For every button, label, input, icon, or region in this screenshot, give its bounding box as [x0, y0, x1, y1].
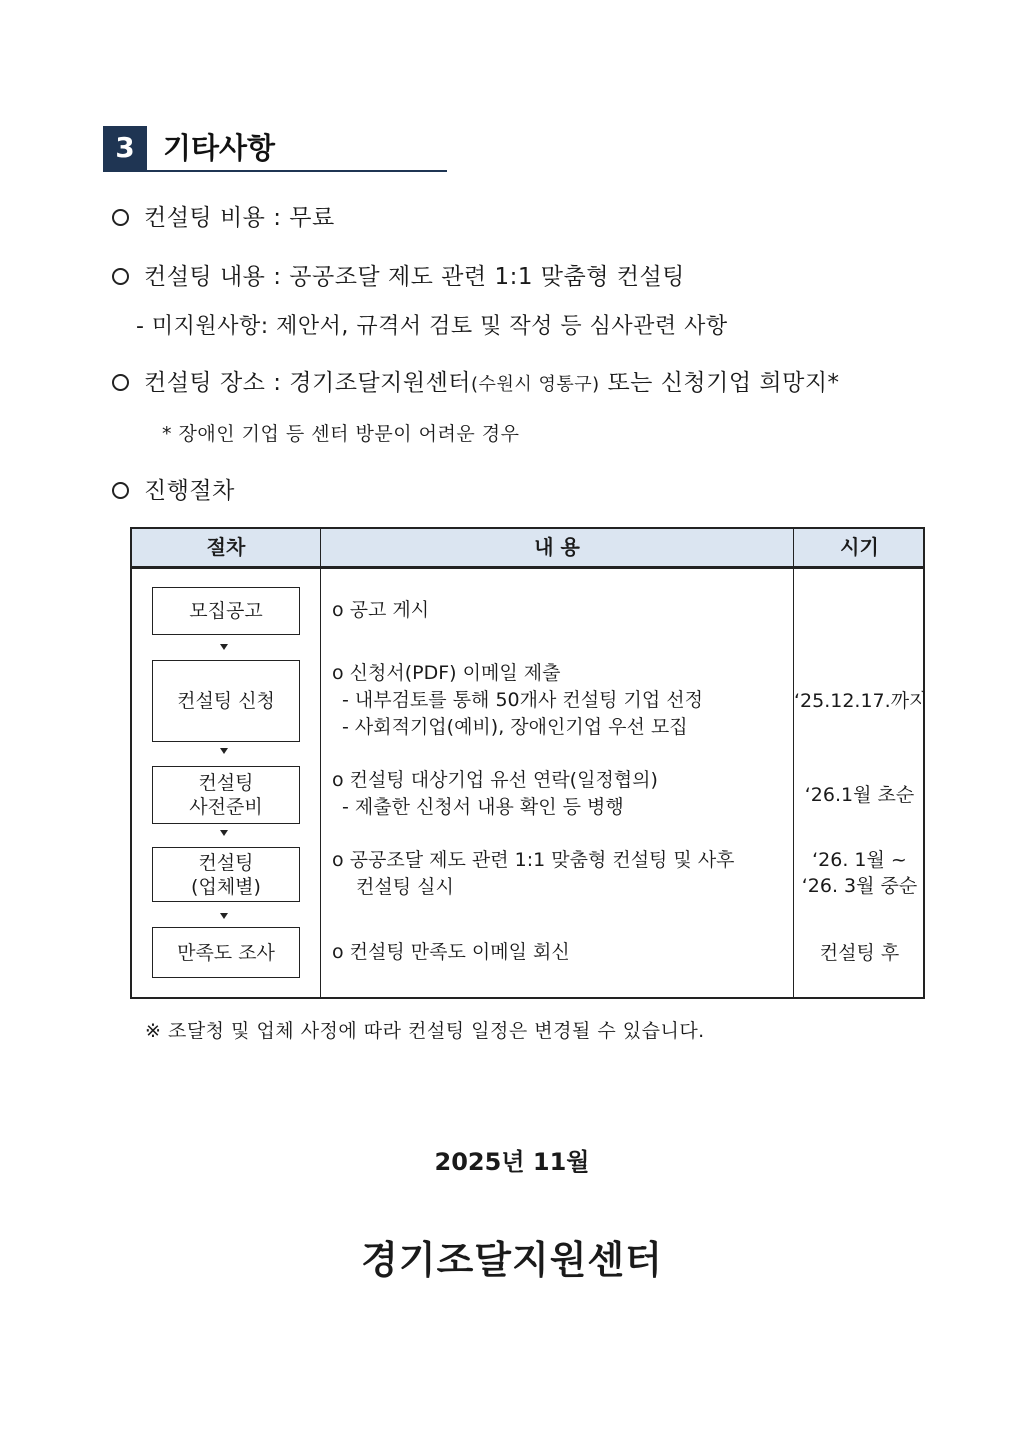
section-title: 기타사항 — [163, 131, 276, 165]
circle-bullet-icon — [112, 209, 129, 226]
step-box-recruit: 모집공고 — [152, 587, 300, 635]
cost-text: 컨설팅 비용 : 무료 — [144, 205, 335, 231]
step-timing: ‘25.12.17.까지 — [794, 690, 928, 712]
place-tail-text: 또는 신청기업 희망지* — [599, 370, 840, 396]
step-timing: ‘26.1월 초순 — [804, 784, 915, 806]
column-divider — [320, 529, 321, 997]
step-box-apply: 컨설팅 신청 — [152, 660, 300, 742]
step-content: o 공공조달 제도 관련 1:1 맞춤형 컨설팅 및 사후 컨설팅 실시 — [332, 849, 735, 898]
down-arrow-icon — [220, 830, 228, 836]
circle-bullet-icon — [112, 374, 129, 391]
step-box-survey: 만족도 조사 — [152, 927, 300, 978]
bullet-procedure — [112, 476, 235, 506]
step-content: o 컨설팅 대상기업 유선 연락(일정협의) - 제출한 신청서 내용 확인 등 병행 — [332, 769, 658, 818]
footnote: ※ 조달청 및 업체 사정에 따라 컨설팅 일정은 변경될 수 있습니다. — [145, 1020, 705, 1042]
header-rule — [132, 566, 923, 569]
column-divider — [793, 529, 794, 997]
table-header-row — [132, 529, 923, 566]
step-content: o 공고 게시 — [332, 599, 430, 621]
section-underline — [103, 170, 447, 172]
document-date: 2025년 11월 — [434, 1148, 590, 1176]
bullet-content — [112, 262, 685, 292]
step-box-consulting: 컨설팅 (업체별) — [152, 847, 300, 902]
step-content: o 신청서(PDF) 이메일 제출 - 내부검토를 통해 50개사 컨설팅 기업 선정 - 사회적기업(예비), 장애인기업 우선 모집 — [332, 662, 703, 738]
down-arrow-icon — [220, 913, 228, 919]
bullet-cost — [112, 203, 335, 233]
header-timing: 시기 — [840, 535, 879, 559]
down-arrow-icon — [220, 748, 228, 754]
header-step: 절차 — [206, 535, 246, 559]
procedure-label: 진행절차 — [144, 478, 235, 504]
place-paren-text: (수원시 영통구) — [471, 374, 600, 395]
procedure-table — [130, 527, 928, 999]
place-note: * 장애인 기업 등 센터 방문이 어려운 경우 — [162, 423, 520, 445]
section-number-badge: 3 — [103, 126, 147, 170]
header-content: 내 용 — [534, 535, 580, 559]
bullet-place — [112, 368, 840, 400]
circle-bullet-icon — [112, 482, 129, 499]
circle-bullet-icon — [112, 268, 129, 285]
step-content: o 컨설팅 만족도 이메일 회신 — [332, 941, 570, 963]
step-timing: 컨설팅 후 — [819, 942, 900, 964]
section-header — [103, 126, 447, 172]
organization-name: 경기조달지원센터 — [361, 1238, 663, 1282]
content-exclusions: - 미지원사항: 제안서, 규격서 검토 및 작성 등 심사관련 사항 — [136, 314, 728, 339]
step-timing: ‘26. 1월 ~ ‘26. 3월 중순 — [801, 849, 918, 897]
place-main-text: 컨설팅 장소 : 경기조달지원센터 — [144, 370, 472, 396]
content-text: 컨설팅 내용 : 공공조달 제도 관련 1:1 맞춤형 컨설팅 — [144, 264, 685, 290]
down-arrow-icon — [220, 644, 228, 650]
step-box-prep: 컨설팅 사전준비 — [152, 766, 300, 824]
